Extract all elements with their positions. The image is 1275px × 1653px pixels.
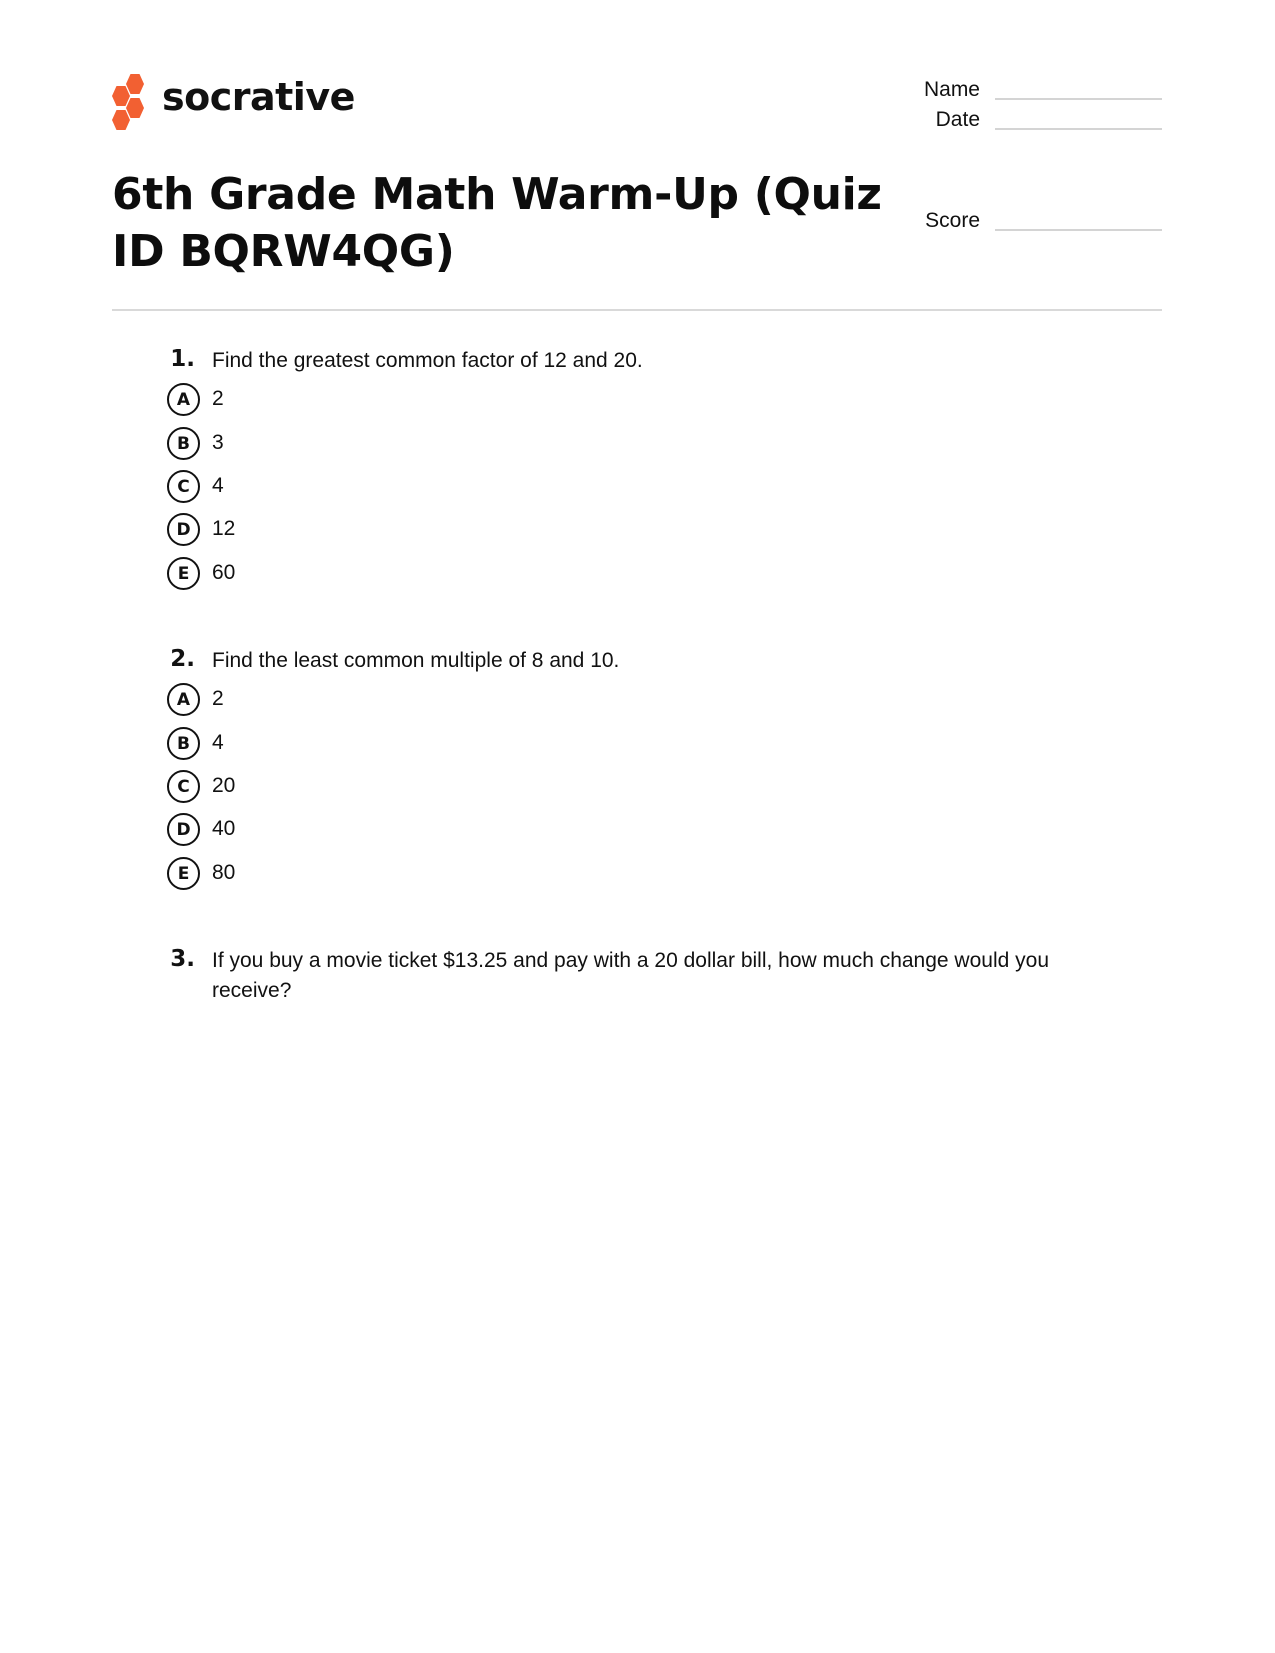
- option-text: 20: [212, 774, 236, 797]
- option-text: 3: [212, 431, 224, 454]
- option-text: 4: [212, 474, 224, 497]
- question-number: 2.: [170, 646, 195, 672]
- header-divider: [112, 309, 1162, 311]
- option-b[interactable]: [167, 427, 467, 459]
- name-label: Name: [923, 78, 980, 101]
- option-text: 2: [212, 687, 224, 710]
- option-text: 40: [212, 817, 236, 840]
- option-c[interactable]: [167, 770, 467, 802]
- option-a[interactable]: [167, 383, 467, 415]
- question-text: Find the least common multiple of 8 and 10.: [212, 649, 620, 672]
- bubble-icon[interactable]: E: [167, 557, 200, 590]
- option-d[interactable]: [167, 513, 467, 545]
- option-text: 2: [212, 387, 224, 410]
- bubble-icon[interactable]: D: [167, 513, 200, 546]
- bubble-icon[interactable]: B: [167, 427, 200, 460]
- bubble-icon[interactable]: E: [167, 857, 200, 890]
- option-e[interactable]: [167, 857, 467, 889]
- date-field[interactable]: [995, 128, 1162, 130]
- option-text: 12: [212, 517, 236, 540]
- option-text: 4: [212, 731, 224, 754]
- quiz-title: 6th Grade Math Warm-Up (Quiz ID BQRW4QG): [112, 169, 882, 277]
- bubble-icon[interactable]: A: [167, 683, 200, 716]
- option-a[interactable]: [167, 683, 467, 715]
- score-label: Score: [925, 209, 980, 232]
- question-text: If you buy a movie ticket $13.25 and pay with a 20 dollar bill, how much change would you receive?: [212, 949, 1049, 1002]
- name-field[interactable]: [995, 98, 1162, 100]
- option-c[interactable]: [167, 470, 467, 502]
- bubble-icon[interactable]: C: [167, 770, 200, 803]
- score-field[interactable]: [995, 229, 1162, 231]
- brand-name: socrative: [162, 75, 355, 119]
- option-text: 60: [212, 561, 236, 584]
- socrative-logo: [110, 70, 355, 126]
- question-text: Find the greatest common factor of 12 and 20.: [212, 349, 643, 372]
- option-text: 80: [212, 861, 236, 884]
- question-number: 1.: [170, 346, 195, 372]
- option-d[interactable]: [167, 813, 467, 845]
- bubble-icon[interactable]: C: [167, 470, 200, 503]
- option-e[interactable]: [167, 557, 467, 589]
- option-b[interactable]: [167, 727, 467, 759]
- bubble-icon[interactable]: A: [167, 383, 200, 416]
- date-label: Date: [935, 108, 980, 131]
- question-number: 3.: [170, 946, 195, 972]
- bubble-icon[interactable]: D: [167, 813, 200, 846]
- bubble-icon[interactable]: B: [167, 727, 200, 760]
